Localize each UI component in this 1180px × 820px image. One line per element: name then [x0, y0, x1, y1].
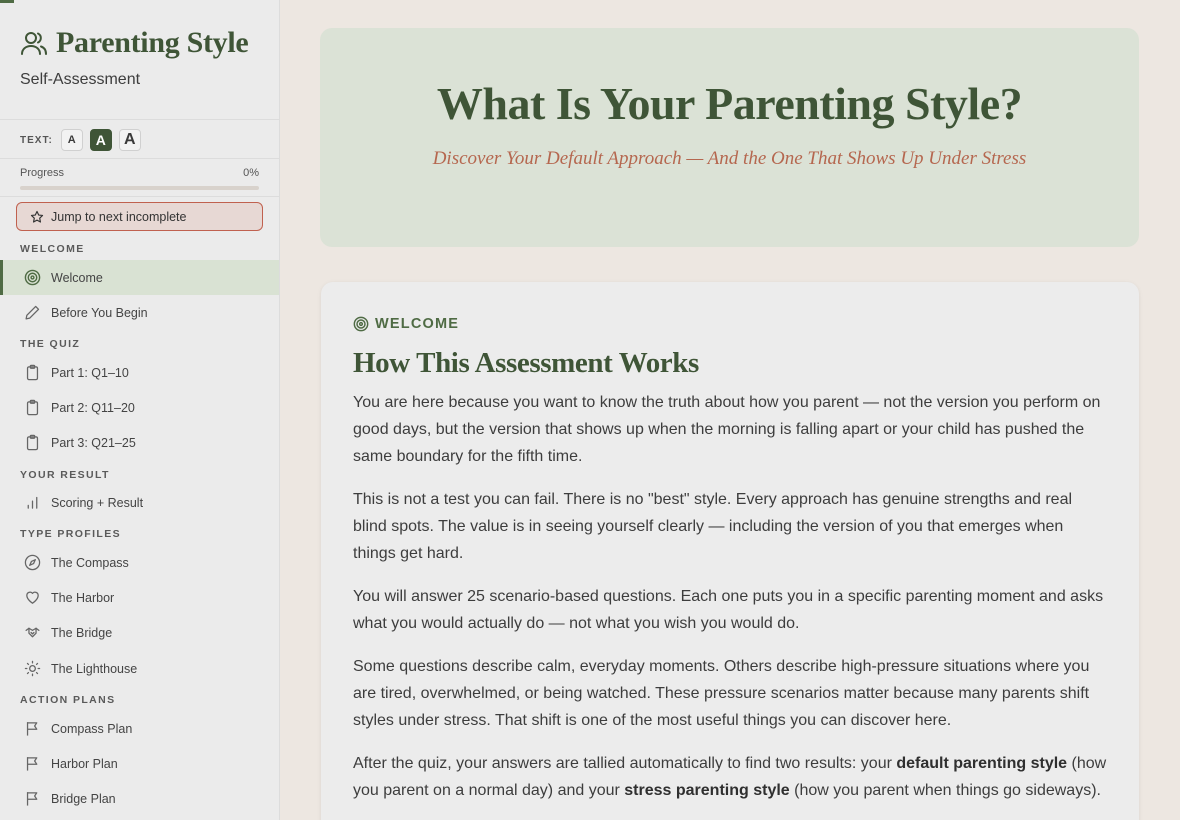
- text-size-small-button[interactable]: A: [61, 129, 83, 151]
- app-title: Parenting Style: [56, 26, 249, 59]
- section-welcome: WELCOME: [20, 243, 85, 255]
- divider: [0, 119, 280, 120]
- sidebar-item-label: Bridge Plan: [51, 791, 116, 806]
- flag-icon: [24, 790, 41, 807]
- jump-to-next-incomplete-button[interactable]: [16, 202, 263, 231]
- users-icon: [20, 29, 48, 57]
- target-icon: [353, 316, 369, 332]
- sidebar-item-scoring[interactable]: [0, 485, 280, 520]
- sidebar: [0, 0, 280, 820]
- pencil-icon: [24, 304, 41, 321]
- clipboard-icon: [24, 434, 41, 451]
- sidebar-item-harbor[interactable]: [0, 580, 280, 615]
- progress: [20, 167, 259, 190]
- sidebar-item-before-you-begin[interactable]: [0, 295, 280, 330]
- content-card: [321, 282, 1139, 820]
- sun-icon: [24, 660, 41, 677]
- sidebar-item-label: The Lighthouse: [51, 661, 138, 676]
- paragraph-text: (how you parent on a normal day) and your: [353, 755, 1107, 799]
- sidebar-item-bridge-plan[interactable]: [0, 781, 280, 816]
- clipboard-icon: [24, 364, 41, 381]
- emphasis-stress-style: stress parenting style: [624, 782, 790, 799]
- divider: [0, 196, 280, 197]
- sidebar-item-label: Part 3: Q21–25: [51, 435, 136, 450]
- paragraph: You will answer 25 scenario-based questions. Each one puts you in a specific parenting moment and asks what you would actually do — not what you wish you would do.: [353, 588, 1104, 632]
- target-icon: [24, 269, 41, 286]
- page-title: What Is Your Parenting Style?: [436, 78, 1023, 129]
- sidebar-item-label: Before You Begin: [51, 305, 148, 320]
- text-size-controls: [20, 129, 148, 151]
- paragraph-text: (how you parent when things go sideways).: [789, 782, 1101, 799]
- sidebar-item-part-1[interactable]: [0, 355, 280, 390]
- sidebar-item-label: Part 2: Q11–20: [51, 400, 135, 415]
- progress-label: Progress: [20, 167, 65, 179]
- sidebar-item-harbor-plan[interactable]: [0, 746, 280, 781]
- sidebar-item-part-3[interactable]: [0, 425, 280, 460]
- sidebar-item-compass-plan[interactable]: [0, 711, 280, 746]
- jump-label: Jump to next incomplete: [51, 209, 187, 224]
- divider: [0, 158, 280, 159]
- sidebar-item-compass[interactable]: [0, 545, 280, 580]
- sidebar-accent-bar: [0, 0, 14, 3]
- emphasis-default-style: default parenting style: [896, 755, 1068, 772]
- bar-chart-icon: [24, 494, 41, 511]
- flag-icon: [24, 720, 41, 737]
- clipboard-icon: [24, 399, 41, 416]
- paragraph: Some questions describe calm, everyday moments. Others describe high-pressure situations where you are tired, overwhelmed, or being watched. These pressure scenarios matter because many parents shift styles under stress. That shift is one of the most useful things you can discover here.: [353, 658, 1090, 729]
- sidebar-item-bridge[interactable]: [0, 615, 280, 650]
- section-profiles: TYPE PROFILES: [20, 528, 122, 540]
- sidebar-item-lighthouse[interactable]: [0, 651, 280, 686]
- progress-bar: [20, 186, 259, 190]
- sidebar-item-label: The Compass: [51, 555, 129, 570]
- sidebar-item-label: The Harbor: [51, 590, 115, 605]
- text-size-large-button[interactable]: A: [119, 129, 141, 151]
- progress-value: 0%: [243, 167, 259, 179]
- sidebar-item-label: Welcome: [51, 270, 103, 285]
- paragraph-text: After the quiz, your answers are tallied automatically to find two results: your: [353, 755, 897, 772]
- heart-icon: [24, 589, 41, 606]
- text-size-label: TEXT:: [20, 134, 53, 146]
- brand: [20, 26, 248, 60]
- star-icon: [30, 210, 44, 224]
- compass-icon: [24, 554, 41, 571]
- sidebar-item-label: Scoring + Result: [51, 495, 144, 510]
- sidebar-item-label: The Bridge: [51, 625, 113, 640]
- section-heading: How This Assessment Works: [353, 347, 699, 379]
- page-subtitle: Discover Your Default Approach — And the One That Shows Up Under Stress: [432, 148, 1027, 169]
- paragraph: This is not a test you can fail. There is no "best" style. Every approach has genuine strengths and real blind spots. The value is in seeing yourself clearly — including the version of you that emerges when things get hard.: [353, 491, 1073, 562]
- hero-banner: [320, 28, 1139, 247]
- sidebar-item-part-2[interactable]: [0, 390, 280, 425]
- section-kicker: [353, 316, 1107, 332]
- app-subtitle: Self-Assessment: [20, 71, 141, 88]
- section-plans: ACTION PLANS: [20, 694, 116, 706]
- section-quiz: THE QUIZ: [20, 338, 81, 350]
- handshake-icon: [24, 624, 41, 641]
- paragraph: [353, 750, 1107, 804]
- flag-icon: [24, 755, 41, 772]
- paragraph: You are here because you want to know the truth about how you parent — not the version you perform on good days, but the version that shows up when the morning is falling apart or your child has pushed the same boundary for the fifth time.: [353, 394, 1101, 465]
- sidebar-item-label: Compass Plan: [51, 721, 133, 736]
- sidebar-item-welcome[interactable]: [0, 260, 280, 295]
- sidebar-item-label: Harbor Plan: [51, 756, 118, 771]
- sidebar-item-label: Part 1: Q1–10: [51, 365, 129, 380]
- section-result: YOUR RESULT: [20, 469, 110, 481]
- kicker-label: WELCOME: [375, 316, 460, 332]
- text-size-medium-button[interactable]: A: [90, 129, 112, 151]
